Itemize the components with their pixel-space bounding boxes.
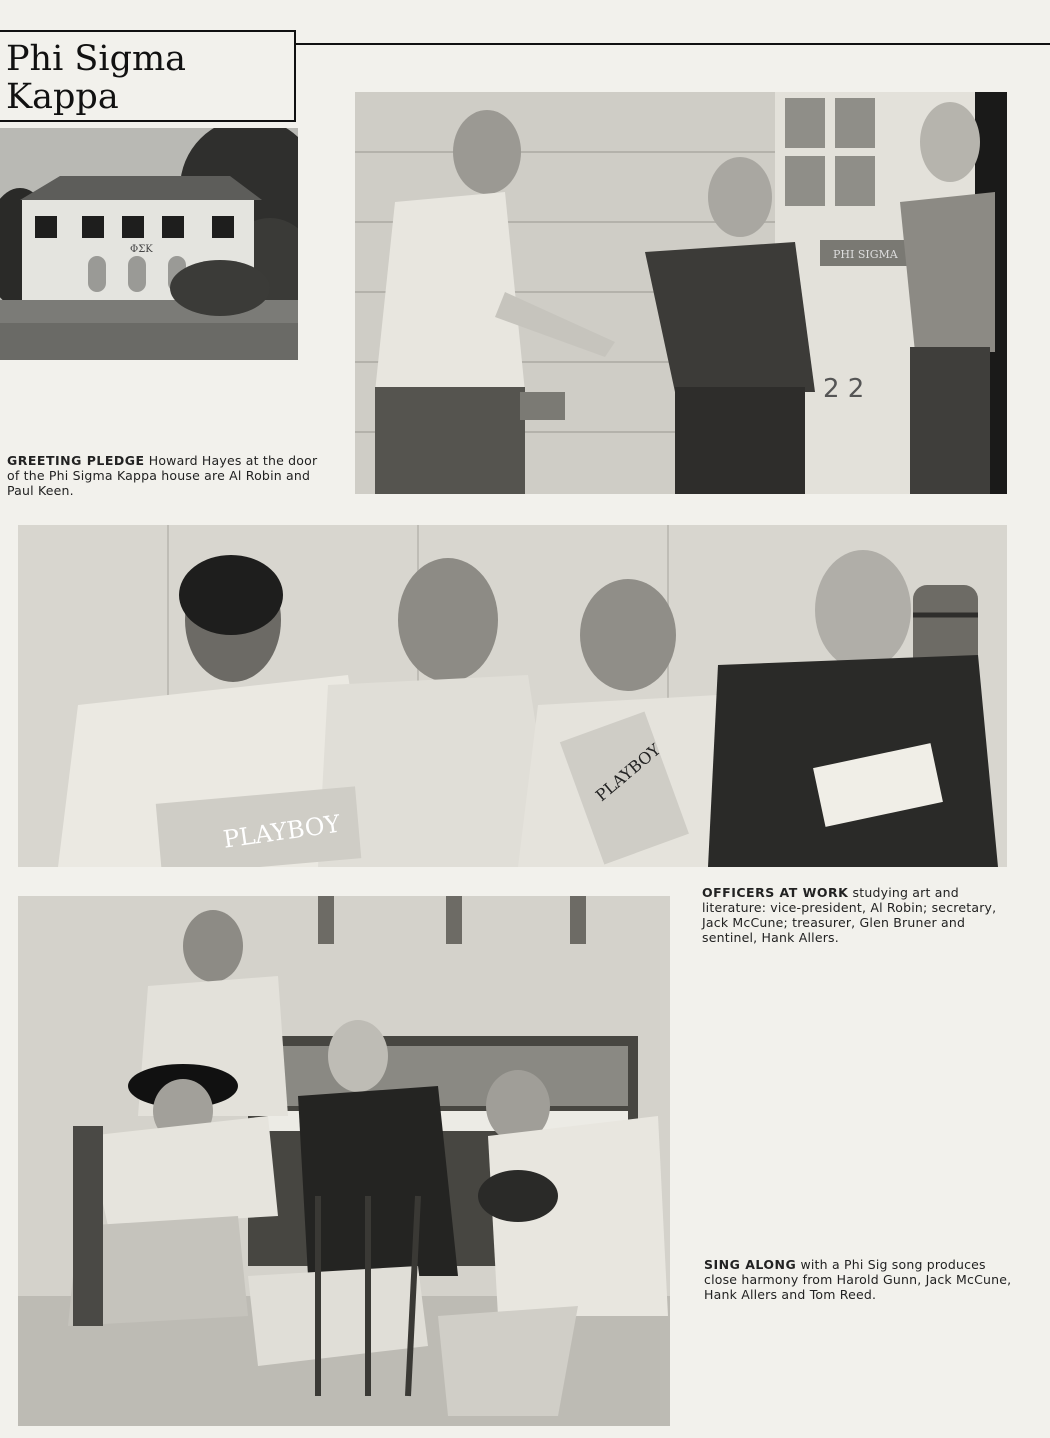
greeting-photo: [355, 92, 1007, 494]
officers-photo: [18, 525, 1007, 867]
house-sign: ΦΣΚ: [130, 244, 153, 255]
greeting-caption-text: Howard Hayes at the door of the Phi Sigma Kappa house are Al Robin and Paul Keen.: [7, 453, 318, 498]
door-plaque: PHI SIGMA: [833, 248, 898, 261]
officers-caption-lead: OFFICERS AT WORK: [702, 885, 849, 900]
officers-caption-text: studying art and literature: vice-president, Al Robin; secretary, Jack McCune; treasurer, Glen Bruner and sentinel, Hank Allers.: [702, 885, 997, 945]
greeting-caption-lead: GREETING PLEDGE: [7, 453, 145, 468]
house-photo: [0, 128, 298, 360]
singalong-caption-text: with a Phi Sig song produces close harmony from Harold Gunn, Jack McCune, Hank Allers and Tom Reed.: [704, 1257, 1012, 1302]
page-title: Phi Sigma Kappa: [6, 39, 187, 117]
singalong-photo: [18, 896, 670, 1426]
magazine-title-1: PLAYBOY: [221, 809, 343, 854]
officers-caption: [702, 885, 1012, 945]
door-number: 2 2: [823, 374, 865, 404]
singalong-caption: [704, 1257, 1014, 1302]
greeting-caption: [7, 453, 330, 498]
singalong-caption-lead: SING ALONG: [704, 1257, 797, 1272]
magazine-title-2: PLAYBOY: [591, 739, 665, 806]
header-rule: [296, 43, 1050, 45]
title-box: [0, 30, 296, 122]
